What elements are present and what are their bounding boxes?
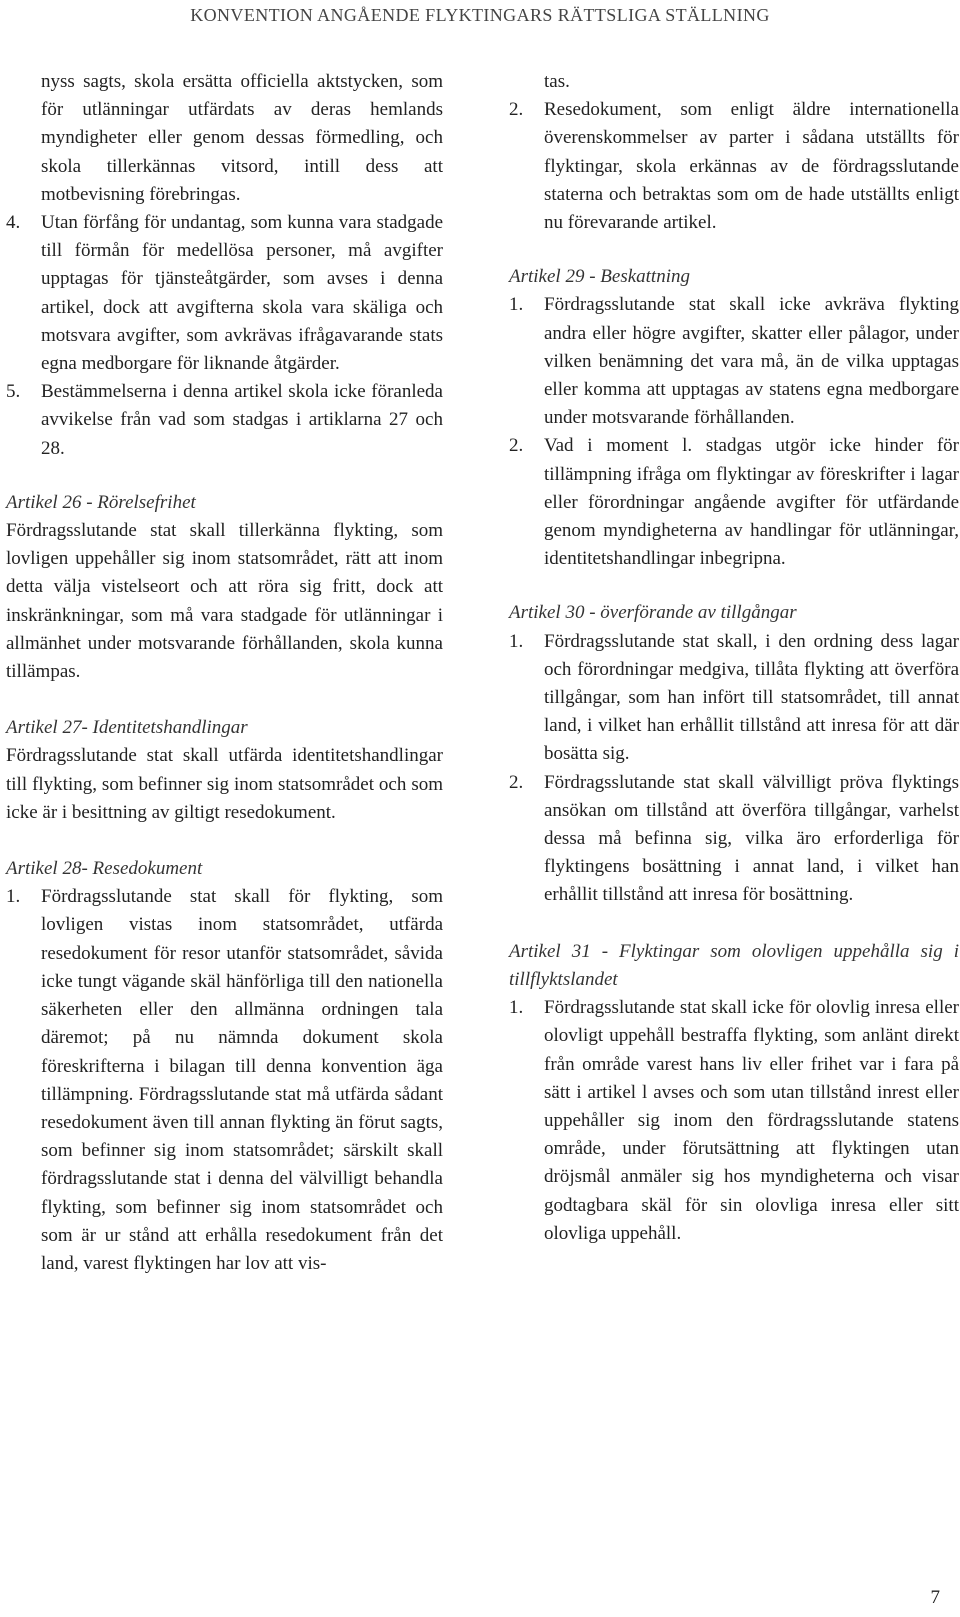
article-29-item-1 bbox=[509, 291, 959, 432]
right-column bbox=[509, 68, 959, 1248]
item-number: 5. bbox=[6, 381, 21, 403]
article-28-item-1 bbox=[6, 883, 443, 1278]
continued-paragraph: nyss sagts, skola ersätta officiella aktstycken, som för utlänningar utfärdats av deras hemlands myndigheter eller genom dessas förmedling, och skola tillerkännas vitsord, intill dess att motbevisning förebringas. bbox=[41, 71, 443, 205]
item-text: Fördragsslutande stat skall för flykting, som lovligen vistas inom statsområdet, utfärda resedokument för resor utanför statsområdet, såvida icke tungt vägande skäl hänförliga till den nationella säkerheten eller den allmänna ordningen tala däremot; på nu nämnda dokument skola föreskrifterna i bilagan till denna konvention äga tillämpning. Fördragsslutande stat må utfärda sådant resedokument även till annan flykting än förut sagts, som befinner sig inom statsområdet; särskilt skall fördragsslutande stat i denna del välvilligt behandla flykting, som befinner sig inom statsområdet och som är ur stånd att erhålla resedokument från det land, varest flyktingen har lov att vis- bbox=[41, 886, 443, 1274]
article-31-heading: Artikel 31 - Flyktingar som olovligen uppehålla sig i tillflyktslandet bbox=[509, 940, 959, 990]
article-28-heading: Artikel 28- Resedokument bbox=[6, 858, 203, 880]
item-number: 2. bbox=[509, 99, 524, 121]
article-30-item-2 bbox=[509, 769, 959, 910]
item-text: Vad i moment l. stadgas utgör icke hinder för tillämpning ifråga om flyktingar av föreskrifter i lagar eller förordningar angående avgifter för utfärdande genom myndigheterna av handlingar för utlänningar, identitetshandlingar inbegripna. bbox=[544, 435, 959, 570]
article-30-heading: Artikel 30 - överförande av tillgångar bbox=[509, 602, 797, 624]
item-number: 2. bbox=[509, 771, 524, 793]
item-text: Utan förfång för undantag, som kunna vara stadgade till förmån för medellösa personer, må avgifter upptagas för tjänsteåtgärder, som avses i denna artikel, dock att avgifterna skola vara skäliga och motsvara avgifter, som avkrävas ifrågavarande stats egna medborgare för liknande åtgärder. bbox=[41, 212, 443, 375]
item-number: 1. bbox=[509, 997, 524, 1019]
running-header: KONVENTION ANGÅENDE FLYKTINGARS RÄTTSLIGA STÄLLNING bbox=[190, 5, 770, 25]
item-number: 2. bbox=[509, 435, 524, 457]
continued-paragraph: tas. bbox=[544, 71, 570, 92]
left-column bbox=[6, 68, 443, 1278]
item-number: 1. bbox=[509, 294, 524, 316]
item-number: 4. bbox=[6, 212, 21, 234]
article-28-item-2 bbox=[509, 96, 959, 237]
article-27-heading: Artikel 27- Identitetshandlingar bbox=[6, 717, 248, 739]
article-27-text: Fördragsslutande stat skall utfärda identitetshandlingar till flykting, som befinner sig inom statsområdet och som icke är i besittning av giltigt resedokument. bbox=[6, 745, 443, 823]
item-number: 1. bbox=[6, 886, 21, 908]
list-item-5 bbox=[6, 378, 443, 463]
article-30-item-1 bbox=[509, 628, 959, 769]
item-text: Fördragsslutande stat skall icke avkräva flykting andra eller högre avgifter, skatter eller pålagor, under vilken benämning det vara må, än de vilka upptagas eller komma att upptagas av statens egna medborgare under motsvarande förhållanden. bbox=[544, 294, 959, 429]
item-text: Resedokument, som enligt äldre internationella överenskommelser av parter i sådana utställts för flyktingar, skola erkännas av de fördragsslutande staterna och betraktas som om de hade utställts enligt nu förevarande artikel. bbox=[544, 99, 959, 234]
item-text: Fördragsslutande stat skall icke för olovlig inresa eller olovligt uppehåll bestraffa flykting, som anlänt direkt från område varest hans liv eller frihet var i fara på sätt i artikel l avses och som utan tillstånd inrest eller uppehåller sig inom den fördragsslutande statens område, under förutsättning att flyktingen utan dröjsmål anmäler sig hos myndigheterna och visar godtagbara skäl för sin olovliga inresa eller sitt olovliga uppehåll. bbox=[544, 997, 959, 1244]
item-number: 1. bbox=[509, 630, 524, 652]
article-26-heading: Artikel 26 - Rörelsefrihet bbox=[6, 491, 196, 513]
article-31-item-1 bbox=[509, 994, 959, 1248]
item-text: Bestämmelserna i denna artikel skola icke föranleda avvikelse från vad som stadgas i artiklarna 27 och 28. bbox=[41, 381, 443, 459]
item-text: Fördragsslutande stat skall, i den ordning dess lagar och förordningar medgiva, tillåta flykting att överföra tillgångar, som han infört till statsområdet, till annat land, i vilket han erhållit tillstånd att inresa för att där bosätta sig. bbox=[544, 630, 959, 765]
list-item-4 bbox=[6, 209, 443, 378]
item-text: Fördragsslutande stat skall välvilligt pröva flyktings ansökan om tillstånd att överföra tillgångar, varhelst dessa må befinna sig, vilka äro erforderliga för flyktingens bosättning i annat land, i vilket han erhållit tillstånd att inresa för bosättning. bbox=[544, 771, 959, 906]
article-29-item-2 bbox=[509, 432, 959, 573]
article-26-text: Fördragsslutande stat skall tillerkänna flykting, som lovligen uppehåller sig inom statsområdet, rätt att inom detta välja vistelseort och att röra sig fritt, dock att inskränkningar, som må vara stadgade för utlänningar i allmänhet under motsvarande förhållanden, skola kunna tillämpas. bbox=[6, 520, 443, 683]
page-number: 7 bbox=[930, 1587, 940, 1608]
article-29-heading: Artikel 29 - Beskattning bbox=[509, 266, 690, 288]
